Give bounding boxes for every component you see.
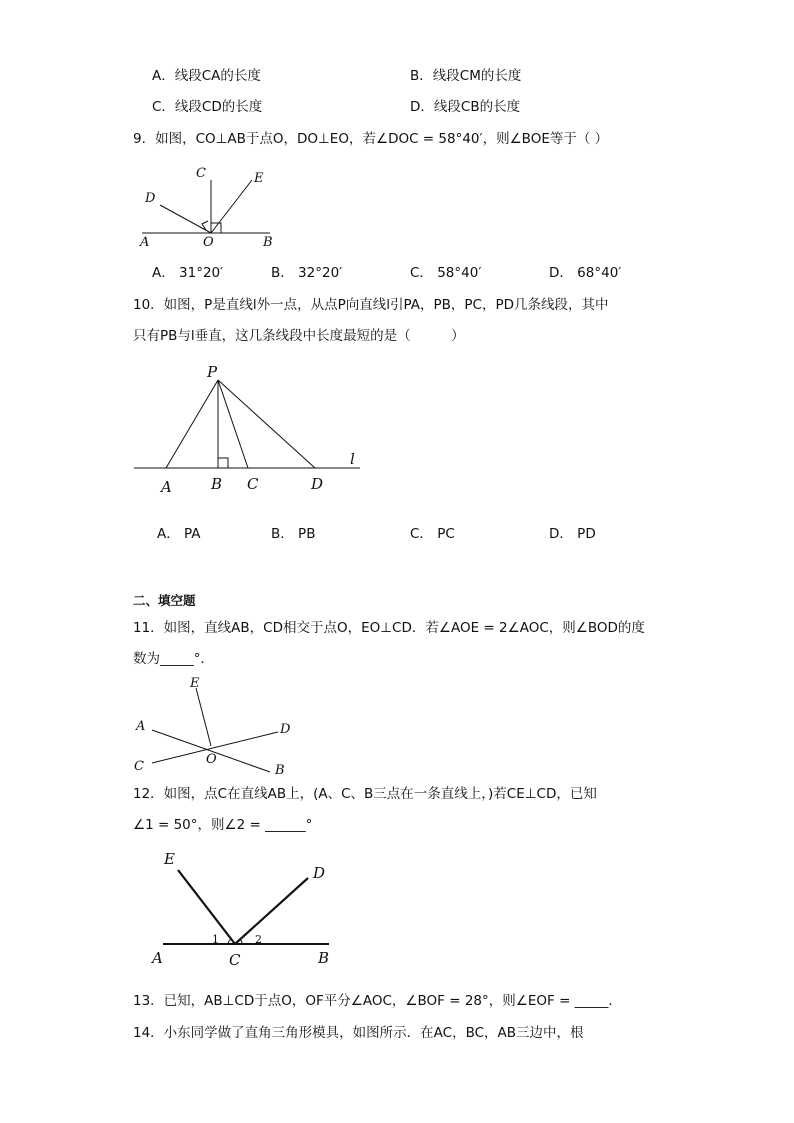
q8-option-c: C．线段CD的长度 bbox=[152, 99, 263, 115]
q9-label-o: O bbox=[203, 235, 214, 250]
q12-ray-cd bbox=[235, 878, 308, 944]
q12-ray-ce bbox=[178, 870, 235, 944]
q10-stem-line1: 10．如图，P是直线l外一点，从点P向直线l引PA，PB，PC，PD几条线段，其中 bbox=[133, 297, 609, 313]
q11-label-d: D bbox=[280, 722, 291, 737]
q9-label-d: D bbox=[145, 191, 156, 206]
q10-label-c: C bbox=[247, 475, 259, 493]
q10-label-l: l bbox=[350, 450, 355, 468]
q10-option-a: A． PA bbox=[157, 526, 201, 542]
q12-stem-line1: 12．如图，点C在直线AB上，(A、C、B三点在一条直线上，)若CE⊥CD，已知 bbox=[133, 786, 597, 802]
q9-option-b: B． 32°20′ bbox=[271, 265, 343, 281]
q12-label-c: C bbox=[229, 951, 241, 969]
section-title: 二、填空题 bbox=[133, 593, 196, 608]
q11-label-e: E bbox=[190, 676, 200, 691]
q10-stem-line2: 只有PB与l垂直，这几条线段中长度最短的是（ ） bbox=[133, 328, 465, 344]
q10-segment-pa bbox=[166, 380, 218, 468]
q9-option-c: C． 58°40′ bbox=[410, 265, 482, 281]
q14-stem: 14．小东同学做了直角三角形模具，如图所示．在AC，BC，AB三边中，根 bbox=[133, 1025, 584, 1041]
q10-figure bbox=[130, 360, 370, 500]
q9-figure bbox=[130, 160, 290, 255]
q11-label-o: O bbox=[206, 752, 217, 767]
q12-label-angle2: 2 bbox=[255, 933, 262, 946]
q10-right-angle-mark bbox=[218, 458, 228, 468]
q13-stem: 13．已知，AB⊥CD于点O，OF平分∠AOC，∠BOF = 28°，则∠EOF = _____． bbox=[133, 993, 622, 1009]
q9-ray-oe bbox=[211, 180, 252, 233]
q9-label-e: E bbox=[254, 171, 264, 186]
q9-label-b: B bbox=[263, 235, 273, 250]
q12-label-e: E bbox=[164, 850, 175, 868]
q12-stem-line2: ∠1 = 50°，则∠2 = ______° bbox=[133, 817, 313, 833]
q10-label-d: D bbox=[311, 475, 324, 493]
q9-ray-od bbox=[160, 205, 211, 233]
q8-option-b: B．线段CM的长度 bbox=[410, 68, 522, 84]
q10-label-b: B bbox=[211, 475, 223, 493]
q10-label-a: A bbox=[161, 478, 172, 496]
q8-option-d: D．线段CB的长度 bbox=[410, 99, 521, 115]
q11-ray-oe bbox=[196, 688, 211, 746]
q9-label-a: A bbox=[140, 235, 150, 250]
q12-label-b: B bbox=[318, 949, 330, 967]
q12-label-angle1: 1 bbox=[212, 933, 219, 946]
q12-figure bbox=[140, 848, 340, 970]
q8-option-a: A．线段CA的长度 bbox=[152, 68, 261, 84]
q11-label-a: A bbox=[136, 719, 146, 734]
q11-stem-line1: 11．如图，直线AB，CD相交于点O，EO⊥CD．若∠AOE = 2∠AOC，则∠BOD的度 bbox=[133, 620, 645, 636]
q10-option-c: C． PC bbox=[410, 526, 455, 542]
q12-label-d: D bbox=[313, 864, 326, 882]
q9-option-d: D． 68°40′ bbox=[549, 265, 622, 281]
q10-option-d: D． PD bbox=[549, 526, 596, 542]
q9-label-c: C bbox=[196, 166, 206, 181]
q10-label-p: P bbox=[207, 363, 218, 381]
q11-label-b: B bbox=[275, 763, 285, 778]
q11-figure bbox=[130, 670, 300, 785]
q11-label-c: C bbox=[134, 759, 144, 774]
q12-label-a: A bbox=[152, 949, 163, 967]
q9-stem: 9．如图，CO⊥AB于点O，DO⊥EO，若∠DOC = 58°40′，则∠BOE等于（ ） bbox=[133, 131, 609, 147]
q11-stem-line2: 数为_____°． bbox=[133, 651, 214, 667]
q10-option-b: B． PB bbox=[271, 526, 316, 542]
q9-option-a: A． 31°20′ bbox=[152, 265, 224, 281]
